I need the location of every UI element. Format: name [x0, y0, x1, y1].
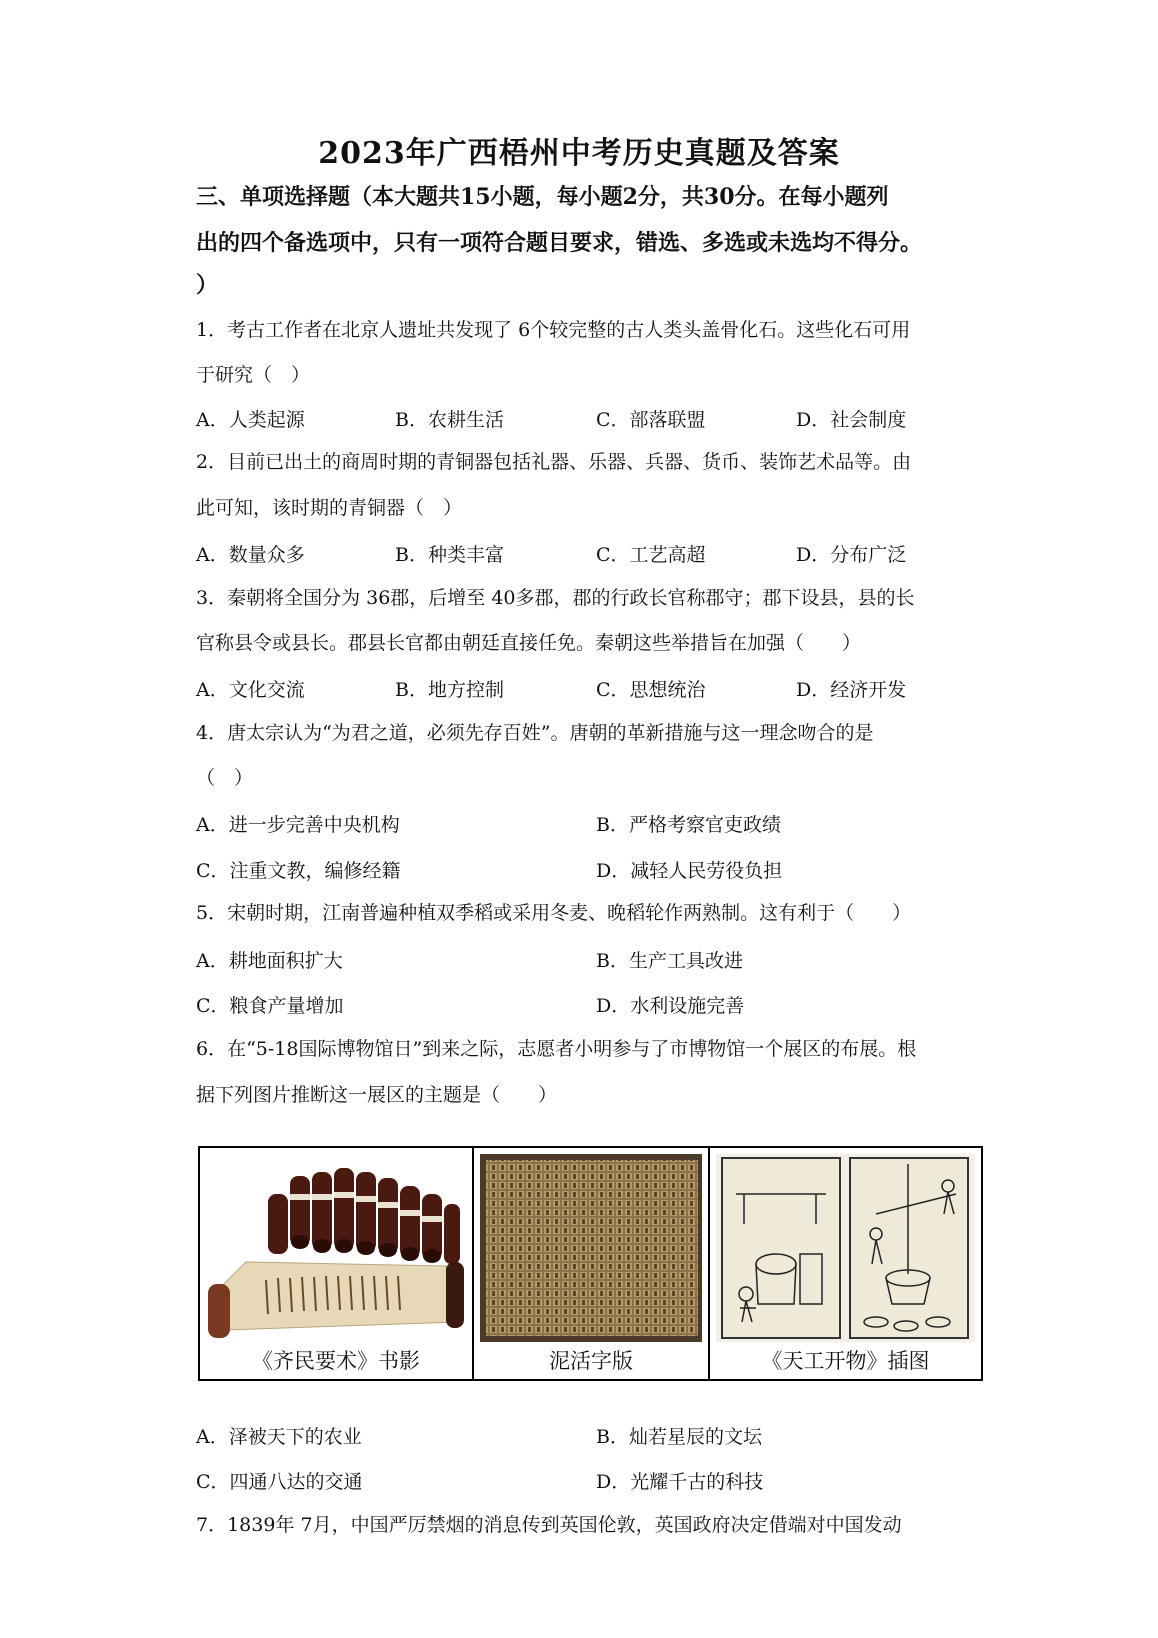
question-5-option-a: A．耕地面积扩大 — [196, 950, 343, 972]
question-3-option-a: A．文化交流 — [196, 679, 305, 701]
figure-caption-tiangong-kaiwu: 《天工开物》插图 — [761, 1349, 930, 1373]
clay-type-image — [480, 1154, 702, 1342]
question-3-option-b: B．地方控制 — [395, 679, 504, 701]
figure-panel-tiangong-kaiwu — [710, 1148, 981, 1379]
question-5-option-c: C．粮食产量增加 — [196, 995, 344, 1017]
question-6-figure — [198, 1146, 983, 1381]
question-2-line1: 2．目前已出土的商周时期的青铜器包括礼器、乐器、兵器、货币、装饰艺术品等。由 — [196, 451, 912, 473]
question-5-option-d: D．水利设施完善 — [596, 995, 745, 1017]
question-2-option-c: C．工艺高超 — [596, 544, 706, 566]
question-2-option-b: B．种类丰富 — [395, 544, 504, 566]
question-1-line1: 1．考古工作者在北京人遗址共发现了 6个较完整的古人类头盖骨化石。这些化石可用 — [196, 319, 911, 341]
figure-panel-clay-type — [474, 1148, 710, 1379]
question-6-line2: 据下列图片推断这一展区的主题是（ ） — [196, 1084, 558, 1106]
question-1-option-a: A．人类起源 — [196, 409, 305, 431]
figure-panel-qimin-yaoshu — [200, 1148, 474, 1379]
question-1-line2: 于研究（ ） — [196, 364, 311, 386]
question-4-line2: （ ） — [196, 767, 254, 789]
section-instruction-line1: 三、单项选择题（本大题共15小题，每小题2分，共30分。在每小题列 — [196, 184, 889, 210]
question-6-option-a: A．泽被天下的农业 — [196, 1426, 362, 1448]
tiangong-kaiwu-image — [716, 1154, 975, 1342]
question-7-line1: 7．1839年 7月，中国严厉禁烟的消息传到英国伦敦，英国政府决定借端对中国发动 — [196, 1514, 902, 1536]
question-4-option-d: D．减轻人民劳役负担 — [596, 860, 783, 882]
question-3-line2: 官称县令或县长。郡县长官都由朝廷直接任免。秦朝这些举措旨在加强（ ） — [196, 632, 862, 654]
figure-caption-qimin-yaoshu: 《齐民要术》书影 — [252, 1349, 420, 1373]
question-2-option-a: A．数量众多 — [196, 544, 305, 566]
question-3-line1: 3．秦朝将全国分为 36郡，后增至 40多郡，郡的行政长官称郡守；郡下设县，县的长 — [196, 587, 915, 609]
question-6-option-d: D．光耀千古的科技 — [596, 1471, 764, 1493]
question-1-option-b: B．农耕生活 — [395, 409, 504, 431]
question-6-line1: 6．在“5-18国际博物馆日”到来之际，志愿者小明参与了市博物馆一个展区的布展。根 — [196, 1038, 917, 1060]
qimin-yaoshu-image — [206, 1154, 466, 1342]
question-6-option-c: C．四通八达的交通 — [196, 1471, 363, 1493]
question-4-option-a: A．进一步完善中央机构 — [196, 814, 400, 836]
section-instruction-line3: ） — [196, 272, 219, 298]
question-1-option-c: C．部落联盟 — [596, 409, 706, 431]
question-4-option-b: B．严格考察官吏政绩 — [596, 814, 781, 836]
question-2-line2: 此可知，该时期的青铜器（ ） — [196, 497, 463, 519]
question-1-option-d: D．社会制度 — [796, 409, 907, 431]
question-4-line1: 4．唐太宗认为“为君之道，必须先存百姓”。唐朝的革新措施与这一理念吻合的是 — [196, 722, 874, 744]
question-3-option-d: D．经济开发 — [796, 679, 907, 701]
question-6-option-b: B．灿若星辰的文坛 — [596, 1426, 762, 1448]
question-4-option-c: C．注重文教，编修经籍 — [196, 860, 401, 882]
question-2-option-d: D．分布广泛 — [796, 544, 907, 566]
question-5-line1: 5．宋朝时期，江南普遍种植双季稻或采用冬麦、晚稻轮作两熟制。这有利于（ ） — [196, 902, 912, 924]
question-3-option-c: C．思想统治 — [596, 679, 706, 701]
page-title: 2023年广西梧州中考历史真题及答案 — [318, 136, 840, 171]
figure-caption-clay-type: 泥活字版 — [549, 1349, 633, 1373]
question-5-option-b: B．生产工具改进 — [596, 950, 743, 972]
section-instruction-line2: 出的四个备选项中，只有一项符合题目要求，错选、多选或未选均不得分。 — [196, 230, 923, 256]
